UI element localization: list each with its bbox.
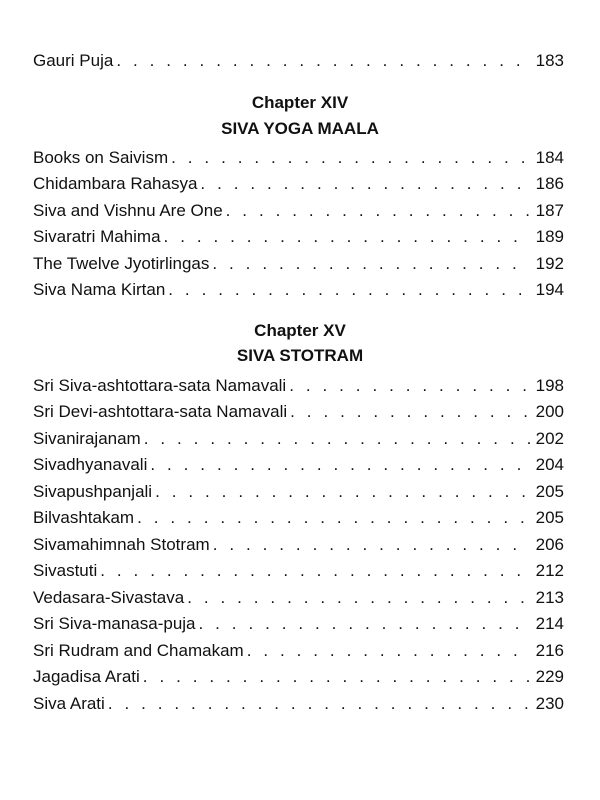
toc-entry-page-number: 200 — [535, 402, 564, 421]
chapter-title-heading: SIVA YOGA MAALA — [221, 119, 379, 138]
toc-entry-page-number: 192 — [535, 254, 564, 273]
toc-entry-page-number: 194 — [535, 280, 564, 299]
toc-entry-title: Bilvashtakam — [33, 508, 135, 527]
toc-entry — [33, 532, 564, 556]
dot-leader — [100, 560, 530, 582]
toc-entry — [33, 48, 564, 72]
toc-entry-page-number: 187 — [535, 201, 564, 220]
dot-leader — [164, 226, 530, 248]
toc-entry-title: Sivapushpanjali — [33, 482, 153, 501]
dot-leader — [168, 279, 530, 301]
toc-entry-title: Jagadisa Arati — [33, 667, 140, 686]
toc-entry-title: The Twelve Jyotirlingas — [33, 254, 210, 273]
toc-entry — [33, 426, 564, 450]
toc-entry-title: Sri Devi-ashtottara-sata Namavali — [33, 402, 288, 421]
toc-entry-page-number: 189 — [535, 227, 564, 246]
dot-leader — [171, 147, 530, 169]
dot-leader — [199, 613, 530, 635]
toc-entry-page-number: 183 — [535, 51, 564, 70]
toc-entry — [33, 171, 564, 195]
dot-leader — [144, 428, 530, 450]
toc-entry — [33, 505, 564, 529]
dot-leader — [137, 507, 530, 529]
toc-entry — [33, 691, 564, 715]
toc-entry-page-number: 205 — [535, 482, 564, 501]
toc-entry — [33, 611, 564, 635]
toc-entry — [33, 198, 564, 222]
toc-entry-page-number: 212 — [535, 561, 564, 580]
dot-leader — [247, 640, 530, 662]
dot-leader — [150, 454, 530, 476]
toc-entry-title: Siva Arati — [33, 694, 105, 713]
toc-entry — [33, 399, 564, 423]
toc-entry — [33, 638, 564, 662]
toc-entry — [33, 558, 564, 582]
toc-entry-title: Sri Siva-ashtottara-sata Namavali — [33, 376, 287, 395]
toc-entry-page-number: 213 — [535, 588, 564, 607]
toc-entry — [33, 277, 564, 301]
toc-entry-page-number: 184 — [535, 148, 564, 167]
toc-entry-title: Sivadhyanavali — [33, 455, 148, 474]
toc-entry-title: Siva Nama Kirtan — [33, 280, 166, 299]
toc-entry-page-number: 186 — [535, 174, 564, 193]
toc-entry — [33, 585, 564, 609]
dot-leader — [108, 693, 530, 715]
dot-leader — [226, 200, 530, 222]
dot-leader — [116, 50, 530, 72]
toc-entry-page-number: 230 — [535, 694, 564, 713]
dot-leader — [155, 481, 530, 503]
toc-entry-title: Gauri Puja — [33, 51, 114, 70]
toc-entry-page-number: 202 — [535, 429, 564, 448]
toc-entry-page-number: 214 — [535, 614, 564, 633]
toc-entry-title: Vedasara-Sivastava — [33, 588, 185, 607]
dot-leader — [200, 173, 530, 195]
toc-entry-title: Sri Rudram and Chamakam — [33, 641, 244, 660]
dot-leader — [290, 401, 530, 423]
toc-entry-title: Chidambara Rahasya — [33, 174, 198, 193]
toc-entry — [33, 224, 564, 248]
dot-leader — [212, 253, 530, 275]
dot-leader — [213, 534, 530, 556]
toc-entry-page-number: 205 — [535, 508, 564, 527]
toc-entry-title: Sivastuti — [33, 561, 98, 580]
toc-entry-page-number: 204 — [535, 455, 564, 474]
dot-leader — [187, 587, 530, 609]
toc-entry-title: Sivamahimnah Stotram — [33, 535, 210, 554]
toc-entry — [33, 452, 564, 476]
toc-entry-title: Sivanirajanam — [33, 429, 141, 448]
dot-leader — [143, 666, 530, 688]
chapter-title-heading: SIVA STOTRAM — [236, 346, 364, 365]
toc-entry-title: Books on Saivism — [33, 148, 169, 167]
chapter-number-heading: Chapter XIV — [251, 93, 349, 112]
toc-entry — [33, 251, 564, 275]
chapter-number-heading: Chapter XV — [254, 321, 346, 340]
toc-entry-page-number: 216 — [535, 641, 564, 660]
toc-entry-page-number: 198 — [535, 376, 564, 395]
toc-entry — [33, 373, 564, 397]
toc-entry — [33, 479, 564, 503]
toc-entry-page-number: 206 — [535, 535, 564, 554]
toc-entry-page-number: 229 — [535, 667, 564, 686]
toc-entry — [33, 145, 564, 169]
dot-leader — [289, 375, 530, 397]
toc-entry-title: Sivaratri Mahima — [33, 227, 161, 246]
toc-entry-title: Sri Siva-manasa-puja — [33, 614, 196, 633]
toc-entry — [33, 664, 564, 688]
toc-entry-title: Siva and Vishnu Are One — [33, 201, 223, 220]
